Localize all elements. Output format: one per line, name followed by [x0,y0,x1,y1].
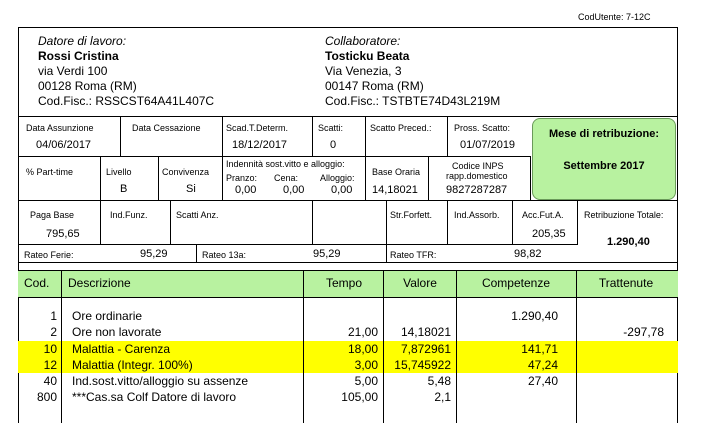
scad-value: 18/12/2017 [232,139,288,151]
col-descrizione: Descrizione [68,276,131,290]
rateo-tfr-label: Rateo TFR: [390,250,437,260]
month-value: Settembre 2017 [563,160,645,172]
inps-label1: Codice INPS [452,161,504,171]
parttime-label: % Part-time [26,167,74,177]
worker-address2: 00147 Roma (RM) [325,79,424,93]
acc-fut-value: 205,35 [532,228,566,240]
row-desc: Ind.sost.vitto/alloggio su assenze [72,374,249,388]
pross-value: 01/07/2019 [460,139,516,151]
scatto-preced-label: Scatto Preced.: [370,123,432,133]
row-tempo: 105,00 [341,390,378,404]
row-valore: 15,745922 [394,358,451,372]
acc-fut-label: Acc.Fut.A. [522,210,564,220]
row-comp: 27,40 [527,374,558,388]
employer-name: Rossi Cristina [38,49,119,63]
row-tratt: -297,78 [623,325,664,339]
row-comp: 1.290,40 [511,309,558,323]
alloggio-value: 0,00 [331,184,353,196]
worker-label: Collaboratore: [325,34,401,48]
cod-utente: CodUtente: 7-12C [578,12,651,22]
convivenza-label: Convivenza [162,167,210,177]
convivenza-value: Si [186,183,196,195]
scad-label: Scad.T.Determ. [226,123,289,133]
row-cod: 800 [36,390,57,404]
col-trattenute: Trattenute [598,276,654,290]
data-assunzione: 04/06/2017 [36,139,92,151]
row-tempo: 18,00 [347,342,378,356]
row-cod: 10 [43,342,57,356]
cena-value: 0,00 [283,184,305,196]
paga-base-label: Paga Base [30,210,75,220]
col-competenze: Competenze [481,276,551,290]
data-assunzione-label: Data Assunzione [26,123,94,133]
rateo-ferie-value: 95,29 [140,248,168,260]
paga-base-value: 795,65 [46,228,80,240]
row-comp: 141,71 [521,342,558,356]
row-desc: ***Cas.sa Colf Datore di lavoro [72,390,237,404]
pranzo-label: Pranzo: [226,173,258,183]
rateo-13-value: 95,29 [313,248,341,260]
rateo-13-label: Rateo 13a: [202,250,247,260]
col-cod: Cod. [24,276,50,290]
data-cessazione-label: Data Cessazione [132,123,201,133]
employer-address1: via Verdi 100 [38,64,108,78]
row-desc: Ore ordinarie [72,309,143,323]
ind-assorb-label: Ind.Assorb. [454,210,500,220]
row-tempo: 5,00 [354,374,378,388]
row-valore: 5,48 [427,374,451,388]
livello-label: Livello [106,167,132,177]
base-oraria-value: 14,18021 [372,184,418,196]
row-cod: 1 [50,309,57,323]
rateo-ferie-label: Rateo Ferie: [24,250,74,260]
inps-label2: rapp.domestico [446,171,508,181]
livello-value: B [120,183,128,195]
row-tempo: 21,00 [347,325,378,339]
month-label: Mese di retribuzione: [548,128,660,140]
row-desc: Malattia (Integr. 100%) [72,358,193,372]
pross-label: Pross. Scatto: [454,123,511,133]
row-desc: Malattia - Carenza [72,342,171,356]
row-valore: 2,1 [434,390,451,404]
retr-tot-label: Retribuzione Totale: [584,210,664,220]
inps-value: 9827287287 [446,184,508,196]
employer-label: Datore di lavoro: [38,34,127,48]
row-tempo: 3,00 [354,358,378,372]
indennita-label: Indennità sost.vitto e alloggio: [226,159,345,169]
worker-codfisc: Cod.Fisc.: TSTBTE74D43L219M [325,94,501,108]
month-box [532,118,676,200]
worker-name: Tosticku Beata [325,49,410,63]
row-cod: 40 [43,374,57,388]
row-comp: 47,24 [527,358,558,372]
row-cod: 12 [43,358,57,372]
pranzo-value: 0,00 [235,184,257,196]
ind-funz-label: Ind.Funz. [110,210,148,220]
worker-address1: Via Venezia, 3 [325,64,402,78]
scatti-value: 0 [330,139,337,151]
alloggio-label: Alloggio: [320,173,355,183]
rateo-tfr-value: 98,82 [514,248,542,260]
col-valore: Valore [403,276,437,290]
cena-label: Cena: [274,173,299,183]
col-tempo: Tempo [325,276,363,290]
employer-codfisc: Cod.Fisc.: RSSCST64A41L407C [38,94,215,108]
employer-address2: 00128 Roma (RM) [38,79,137,93]
str-forf-label: Str.Forfett. [390,210,433,220]
scatti-anz-label: Scatti Anz. [176,210,219,220]
row-cod: 2 [50,325,57,339]
row-valore: 7,872961 [400,342,451,356]
row-valore: 14,18021 [400,325,451,339]
base-oraria-label: Base Oraria [372,167,421,177]
row-desc: Ore non lavorate [72,325,162,339]
retr-tot-value: 1.290,40 [607,236,650,248]
scatti-label: Scatti: [318,123,344,133]
